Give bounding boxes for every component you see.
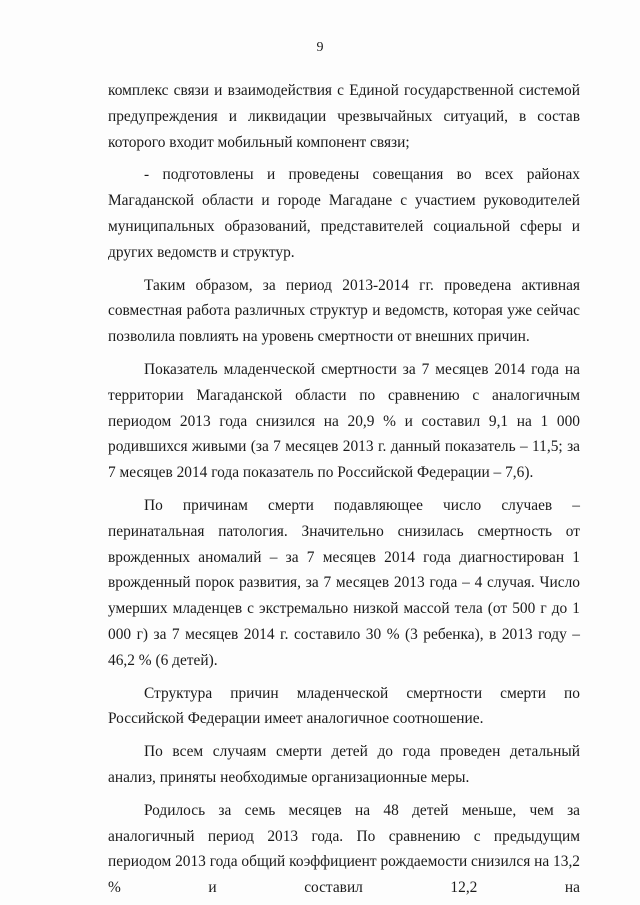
document-body [108,78,580,905]
paragraph-analysis: По всем случаям смерти детей до года проведен детальный анализ, приняты необходимые организационные меры. [108,743,580,786]
page-number: 9 [316,40,324,55]
paragraph-structure-of-causes: Структура причин младенческой смертности смерти по Российской Федерации имеет аналогичное соотношение. [108,684,580,728]
paragraph-infant-mortality: Показатель младенческой смертности за 7 месяцев 2014 года на территории Магаданской области по сравнению с аналогичным периодом 2013 года снизился на 20,9 % и составил 9,1 на 1 000 родившихся живыми (за 7 месяцев 2013 г. данный показатель – 11,5; за 7 месяцев 2014 года показатель по Российской Федерации – 7,6). [108,360,580,482]
paragraph-causes-of-death: По причинам смерти подавляющее число случаев – перинатальная патология. Значительно снизилась смертность от врожденных аномалий – за 7 месяцев 2014 года диагностирован 1 врожденный порок развития, за 7 месяцев 2013 года – 4 случая. Число умерших младенцев с экстремально низкой массой тела (от 500 г до 1 000 г) за 7 месяцев 2014 г. составило 30 % (3 ребенка), в 2013 году – 46,2 % (6 детей). [108,496,580,669]
paragraph-continuation: комплекс связи и взаимодействия с Единой государственной системой предупреждения и ликвидации чрезвычайных ситуаций, в состав которого входит мобильный компонент связи; [108,82,580,151]
paragraph-birth-rate: Родилось за семь месяцев на 48 детей меньше, чем за аналогичный период 2013 года. По сравнению с предыдущим периодом 2013 года общий коэффициент рождаемости снизился на 13,2 % и составил 12,2 на [108,801,580,897]
paragraph-summary: Таким образом, за период 2013-2014 гг. проведена активная совместная работа различных структур и ведомств, которая уже сейчас позволила повлиять на уровень смертности от внешних причин. [108,276,580,346]
paragraph-meetings: - подготовлены и проведены совещания во всех районах Магаданской области и городе Магадане с участием руководителей муниципальных образований, представителей социальной сферы и других ведомств и структур. [108,166,580,261]
